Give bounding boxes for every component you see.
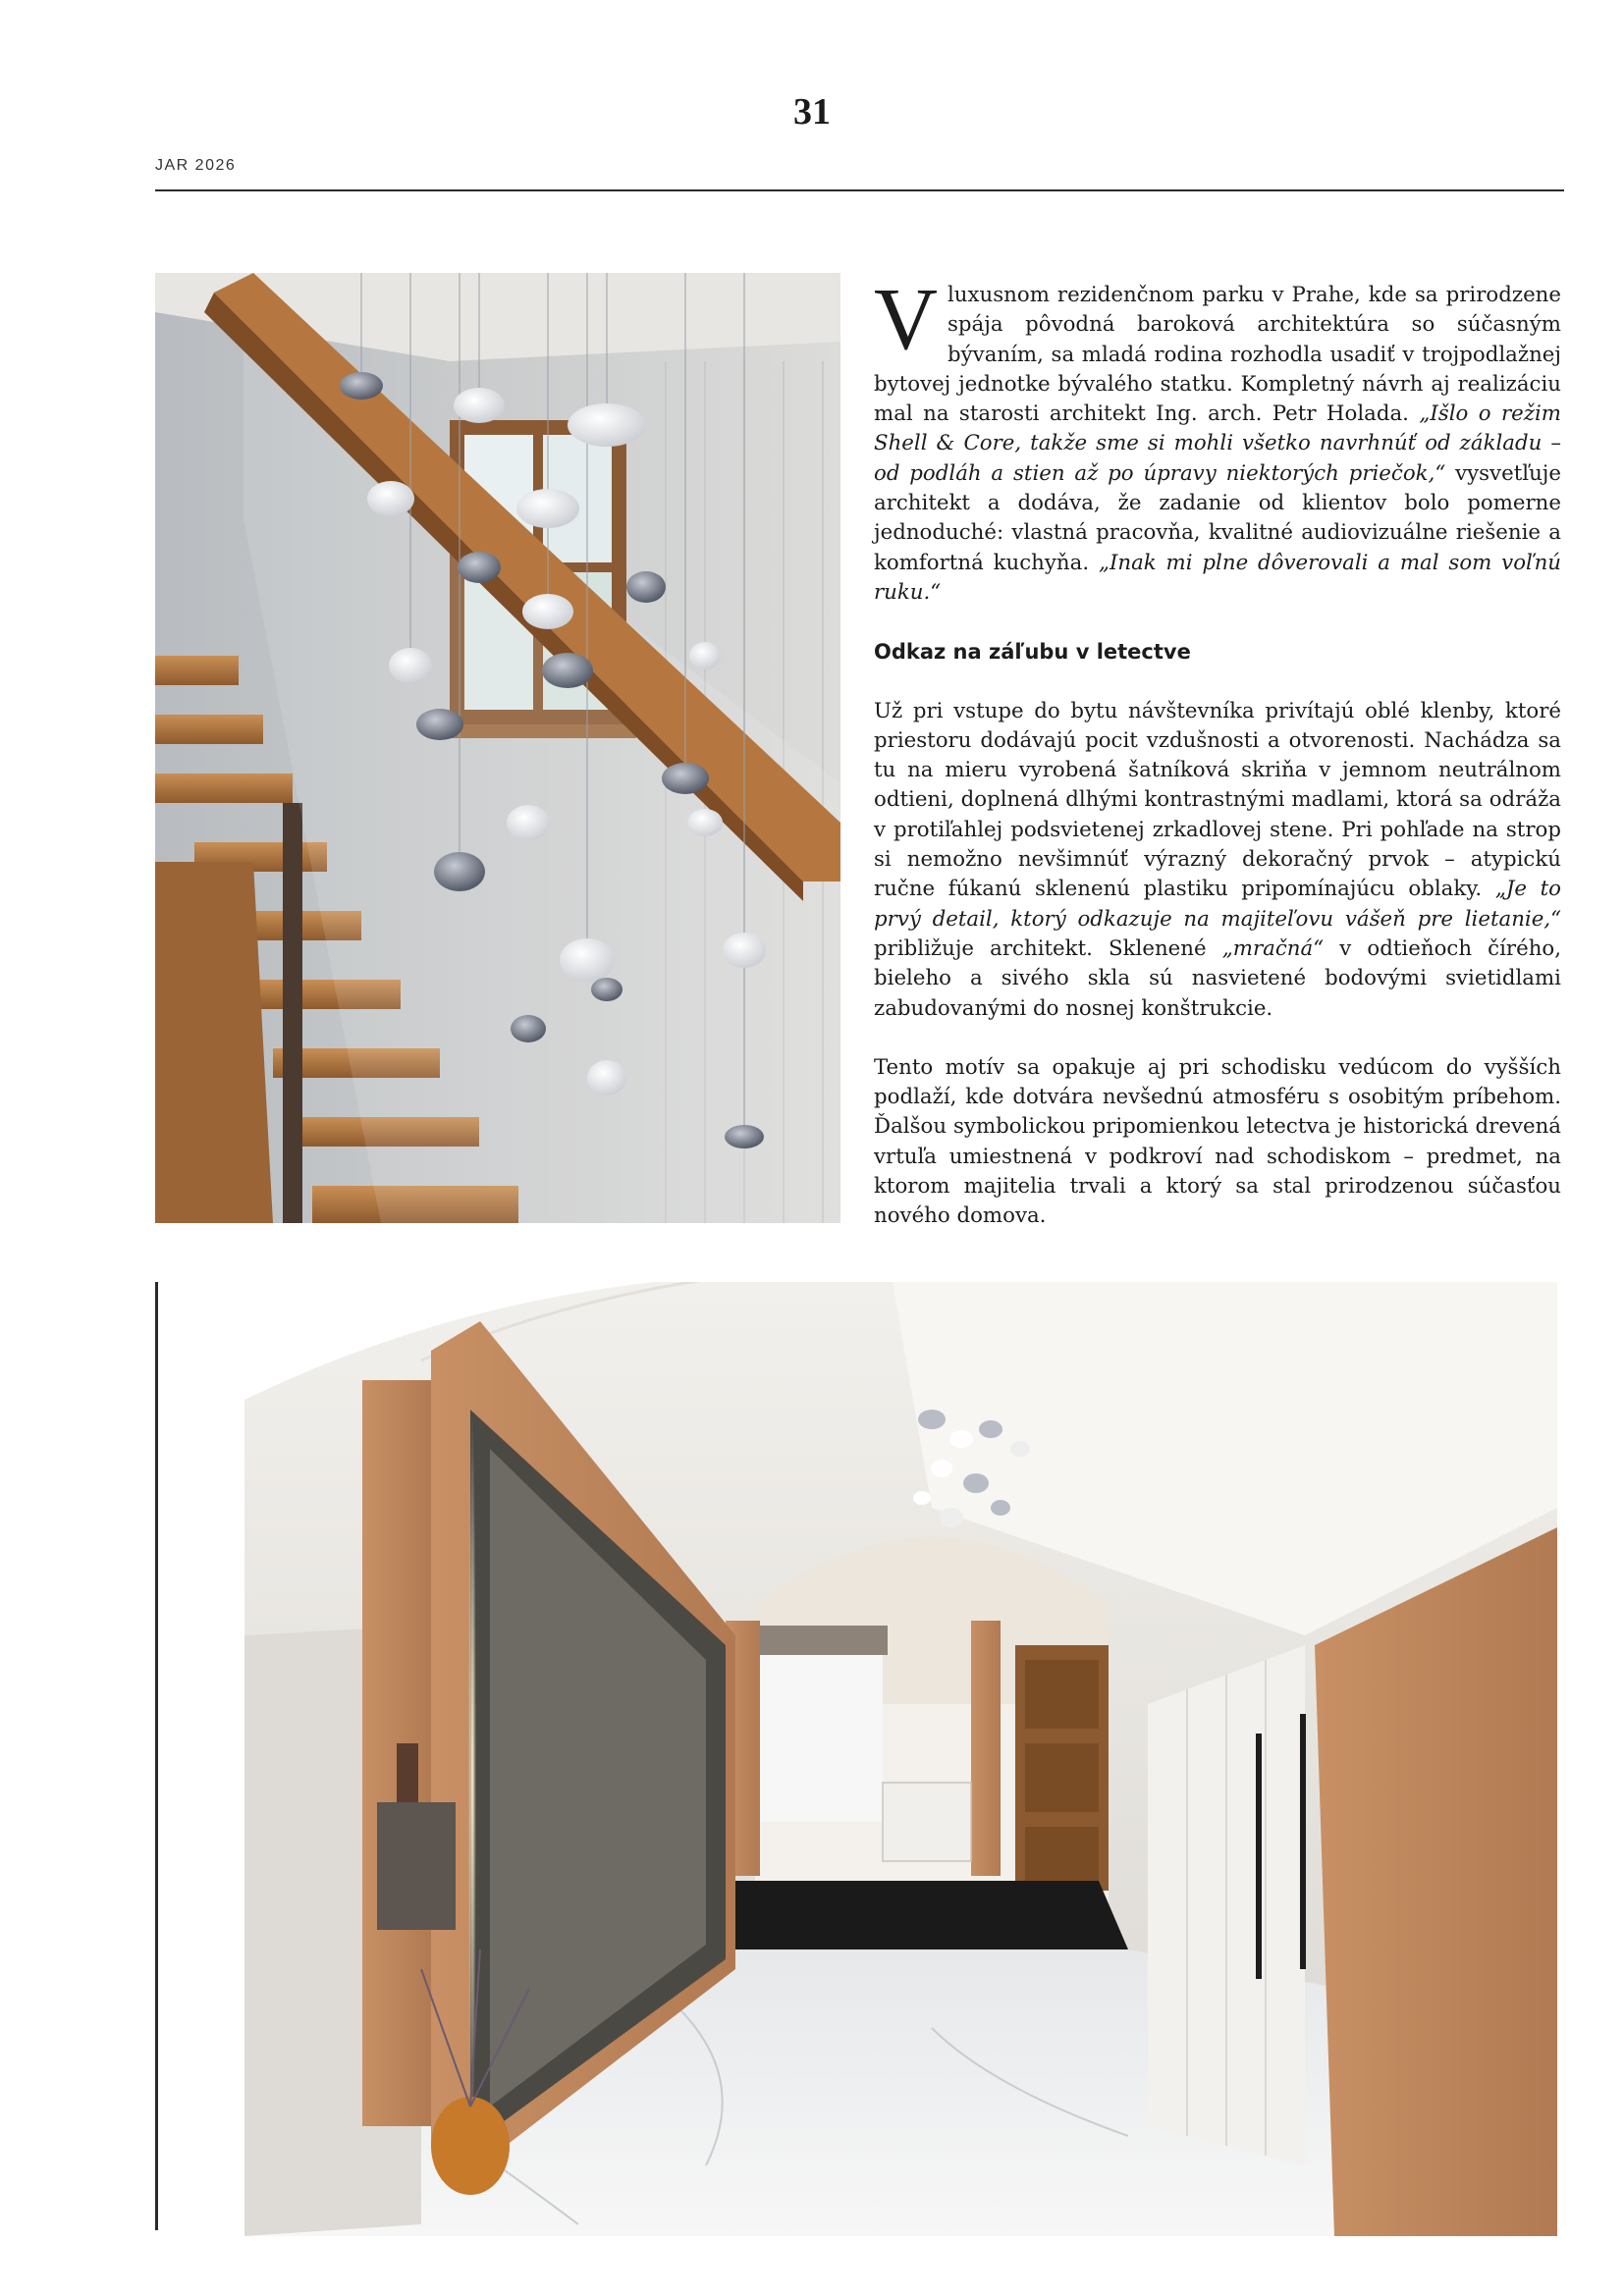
intro-quote-2: „Inak mi plne dôverovali a mal som voľnú ruku.“ [874,550,1561,605]
hallway-photo [244,1282,1557,2236]
caption-rule [155,1282,158,2230]
page-number: 31 [793,91,831,133]
issue-label: JAR 2026 [155,157,237,174]
section-heading: Odkaz na záľubu v letectve [874,640,1191,665]
header-rule [155,189,1564,191]
intro-text-2: vysvetľuje architekt a dodáva, že zadanie od klientov bolo pomerne jednoduché: vlastná pracovňa, kvalitné audiovizuálne riešenie a komfortná kuchyňa. [874,460,1561,575]
intro-text-1: luxusnom rezidenčnom parku v Prahe, kde sa prirodzene spája pôvodná baroková architektúra so súčasným bývaním, sa mladá rodina rozhodla usadiť v trojpodlažnej bytovej jednotke bývalého statku. Kompletný návrh aj realizáciu mal na starosti architekt Ing. arch. Petr Holada. [874,283,1561,427]
drop-cap: V [874,271,938,368]
entrance-text-3: v odtieňoch čírého, bieleho a sivého skla sú nasvietené bodovými svietidlami zabudovanými do nosnej konštrukcie. [874,935,1562,1021]
entrance-quote-1: „Je to prvý detail, ktorý odkazuje na majiteľovu vášeň pre lietanie,“ [874,877,1561,932]
paragraph-entrance [874,697,1561,1024]
article-body [874,271,1562,1261]
entrance-text-2: približuje architekt. Sklenené [874,935,1222,961]
paragraph-staircase: Tento motív sa opakuje aj pri schodisku vedúcom do vyšších podlaží, kde dotvára nevšednú atmosféru s osobitým príbehom. Ďalšou symbolickou pripomienkou letectva je historická drevená vrtuľa umiestnená v podkroví nad schodiskom – predmet, na ktorom majitelia trvali a ktorý sa stal prirodzenou súčasťou nového domova. [874,1054,1561,1229]
entrance-text-1: Už pri vstupe do bytu návštevníka privítajú oblé klenby, ktoré priestoru dodávajú pocit vzdušnosti a otvorenosti. Nachádza sa tu na mieru vyrobená šatníková skriňa v jemnom neutrálnom odtieni, doplnená dlhými kontrastnými madlami, ktorá sa odráža v protiľahlej podsvietenej zrkadlovej stene. Pri pohľade na strop si nemožno nevšimnúť výrazný dekoračný prvok – atypickú ručne fúkanú sklenenú plastiku pripomínajúcu oblaky. [874,698,1561,902]
paragraph-intro [874,271,1561,608]
intro-quote-1: „Išlo o režim Shell & Core, takže sme si mohli všetko navrhnúť od základu – od podláh a stien až po úpravy niektorých priečok,“ [874,401,1561,486]
staircase-photo [155,273,840,1223]
entrance-quote-2: „mračná“ [1221,935,1325,961]
